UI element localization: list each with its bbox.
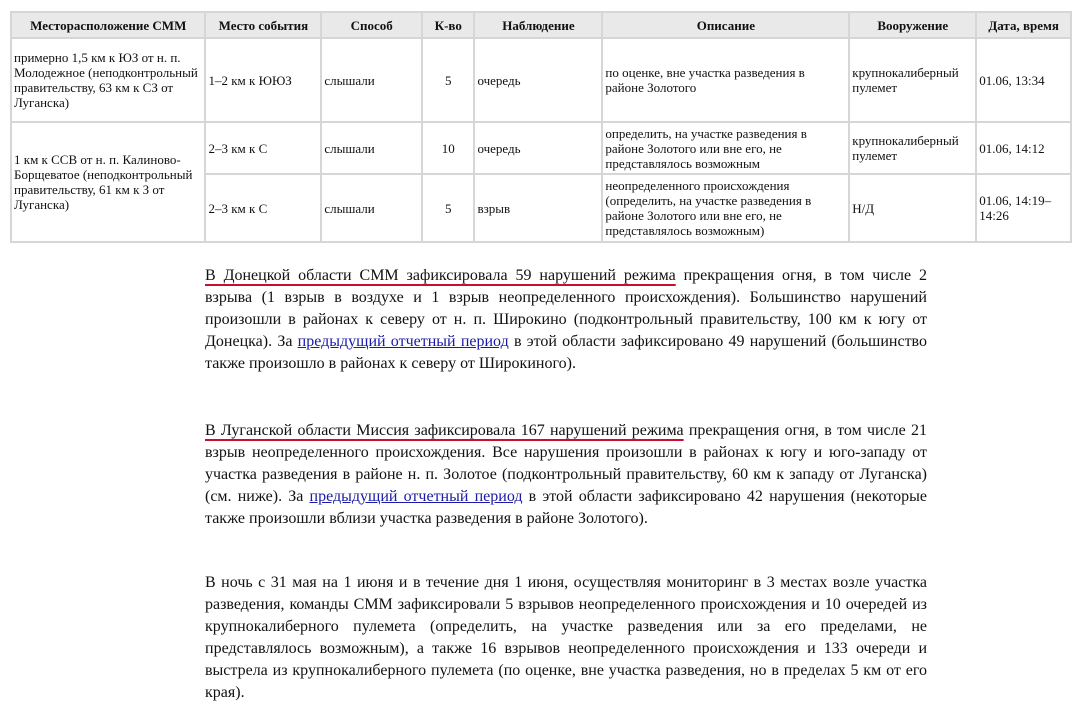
highlighted-phrase: В Луганской области Миссия зафиксировала 167 нарушений режима xyxy=(205,422,684,439)
cell-datetime: 01.06, 14:12 xyxy=(977,123,1070,173)
cell-count: 10 xyxy=(423,123,473,173)
cell-count: 5 xyxy=(423,39,473,121)
cell-place: 2–3 км к С xyxy=(206,123,320,173)
table-row xyxy=(12,39,1070,121)
col-header-count: К-во xyxy=(423,13,473,37)
paragraph-text: В ночь с 31 мая на 1 июня и в течение дня 1 июня, осуществляя мониторинг в 3 местах возле участка разведения, команды СММ зафиксировали 5 взрывов неопределенного происхождения и 10 очередей из крупнокалиберного пулемета (определить, на участке разведения или за его пределами, не представлялось возможным), а также 16 взрывов неопределенного происхождения и 133 очереди и выстрела из крупнокалиберного пулемета (по оценке, вне участка разведения, но в пределах 5 км от его края). xyxy=(205,574,927,701)
col-header-description: Описание xyxy=(603,13,848,37)
cell-description: по оценке, вне участка разведения в районе Золотого xyxy=(603,39,848,121)
previous-period-link[interactable]: предыдущий отчетный период xyxy=(297,333,509,350)
cell-location: примерно 1,5 км к ЮЗ от н. п. Молодежное (неподконтрольный правительству, 63 км к СЗ от Луганска) xyxy=(12,39,204,121)
col-header-location: Месторасположение СММ xyxy=(12,13,204,37)
cell-method: слышали xyxy=(322,175,421,241)
table-header-row xyxy=(12,13,1070,37)
paragraph-donetsk xyxy=(205,265,927,375)
cell-weapon: Н/Д xyxy=(850,175,975,241)
highlighted-phrase: В Донецкой области СММ зафиксировала 59 нарушений режима xyxy=(205,267,676,284)
cell-datetime: 01.06, 13:34 xyxy=(977,39,1070,121)
cell-observation: взрыв xyxy=(475,175,601,241)
cell-place: 1–2 км к ЮЮЗ xyxy=(206,39,320,121)
observations-table xyxy=(10,11,1072,243)
cell-observation: очередь xyxy=(475,39,601,121)
cell-description: определить, на участке разведения в районе Золотого или вне его, не представлялось возможным xyxy=(603,123,848,173)
paragraph-text: в этой области зафиксировано 42 нарушения (некоторые также произошли вблизи участка разведения в районе Золотого). xyxy=(205,488,927,527)
cell-method: слышали xyxy=(322,123,421,173)
paragraph-text: прекращения огня, в том числе 2 взрыва (1 взрыв в воздухе и 1 взрыв неопределенного происхождения). Большинство нарушений произошли в районах к северу от н. п. Широкино (подконтрольный правительству, 100 км к югу от Донецка). За xyxy=(205,267,928,350)
paragraph-luhansk xyxy=(205,420,927,530)
col-header-weapon: Вооружение xyxy=(850,13,975,37)
cell-method: слышали xyxy=(322,39,421,121)
col-header-method: Способ xyxy=(322,13,421,37)
col-header-observation: Наблюдение xyxy=(475,13,601,37)
cell-weapon: крупнокалиберный пулемет xyxy=(850,123,975,173)
paragraph-disengagement-area xyxy=(205,572,927,704)
col-header-place: Место события xyxy=(206,13,320,37)
cell-place: 2–3 км к С xyxy=(206,175,320,241)
cell-observation: очередь xyxy=(475,123,601,173)
cell-description: неопределенного происхождения (определить, на участке разведения в районе Золотого или вне его, не представлялось возможным) xyxy=(603,175,848,241)
previous-period-link[interactable]: предыдущий отчетный период xyxy=(309,488,523,505)
cell-count: 5 xyxy=(423,175,473,241)
paragraph-text: прекращения огня, в том числе 21 взрыв неопределенного происхождения. Все нарушения произошли в районах к югу и юго-западу от участка разведения в районе н. п. Золотое (подконтрольный правительству, 60 км к западу от Луганска) (см. ниже). За xyxy=(205,422,927,505)
cell-weapon: крупнокалиберный пулемет xyxy=(850,39,975,121)
table-row xyxy=(12,123,1070,173)
paragraph-text: в этой области зафиксировано 49 нарушений (большинство также произошло в районах к северу от Широкиного). xyxy=(205,333,927,372)
col-header-datetime: Дата, время xyxy=(977,13,1070,37)
cell-datetime: 01.06, 14:19–14:26 xyxy=(977,175,1070,241)
cell-location: 1 км к ССВ от н. п. Калиново-Борщеватое (неподконтрольный правительству, 61 км к З от Луганска) xyxy=(12,123,204,241)
